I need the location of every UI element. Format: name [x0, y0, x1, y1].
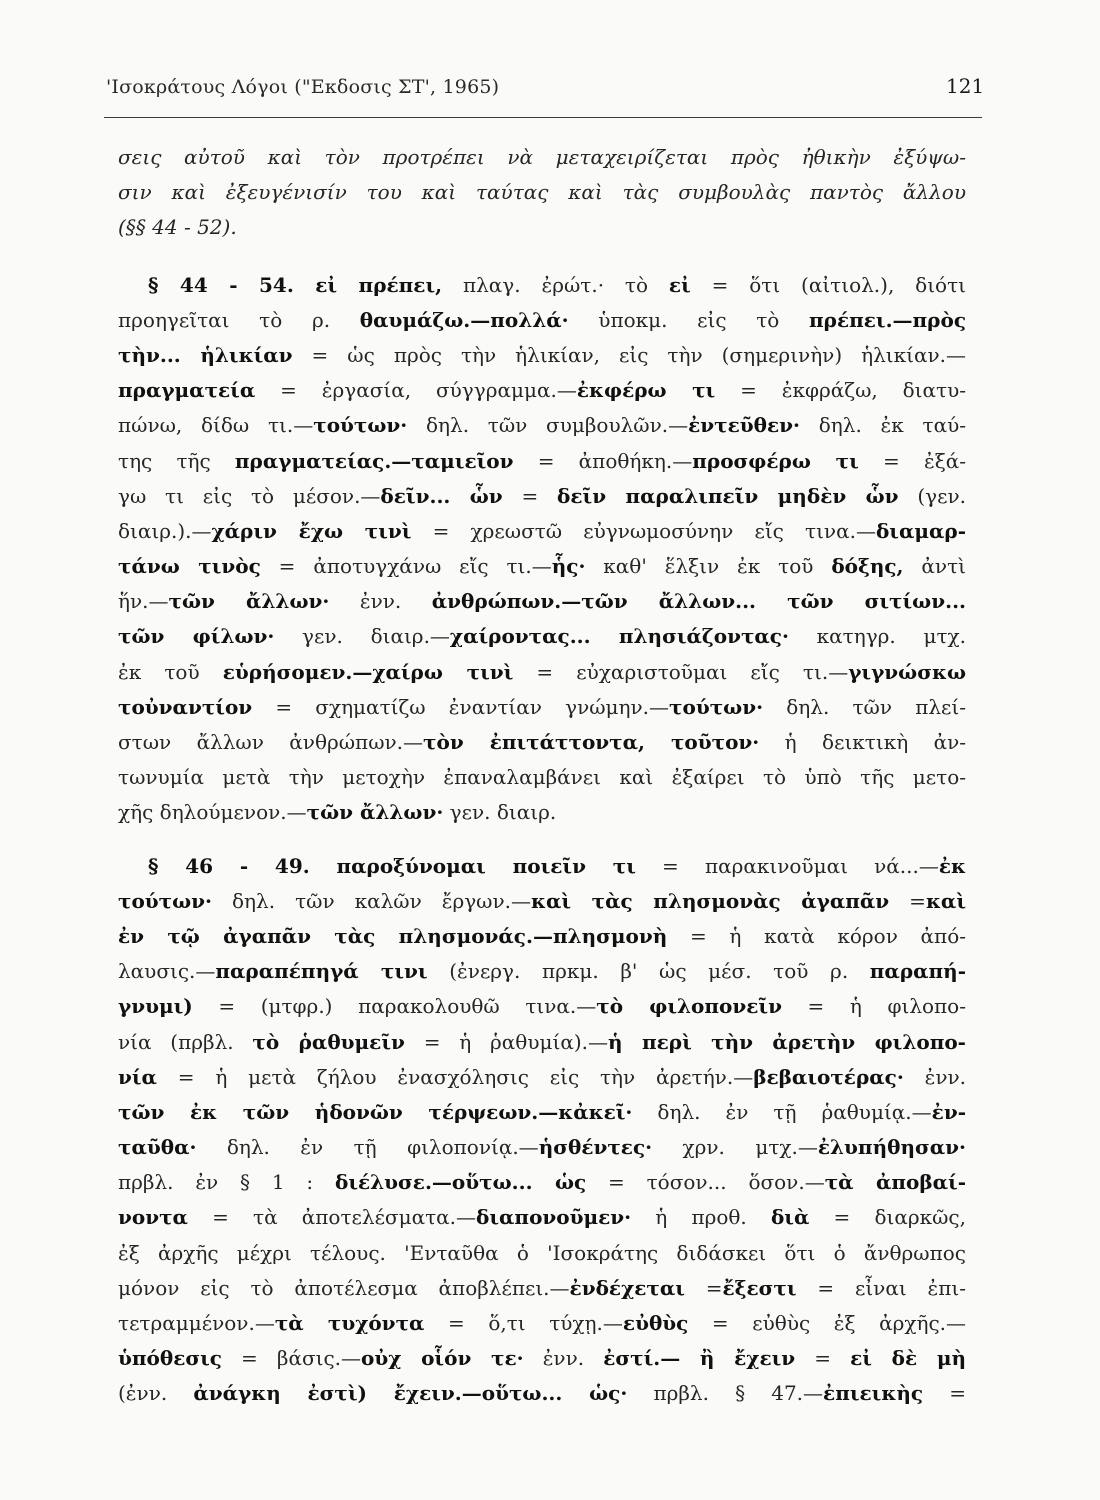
bold-lemma: τὰ ἀποβαί-: [824, 1170, 966, 1195]
gloss-text: (§§ 44 - 52).: [118, 215, 237, 240]
text-line: [118, 1165, 966, 1200]
gloss-text: =: [923, 1381, 966, 1406]
paragraph-section-44-54: [118, 268, 966, 831]
gloss-text: γεν. διαιρ.—: [274, 624, 450, 649]
bold-lemma: οὐχ οἷόν τε·: [361, 1346, 524, 1371]
gloss-text: = εἶναι ἐπι-: [796, 1275, 966, 1300]
gloss-text: = χρεωστῶ εὐγνωμοσύνην εἴς τινα.—: [411, 518, 876, 543]
text-line: [118, 1271, 966, 1306]
gloss-text: = ἐξά-: [858, 448, 966, 473]
text-line: [118, 1025, 966, 1060]
gloss-text: = ὡς πρὸς τὴν ἡλικίαν, εἰς τὴν (σημερινὴν) ἡλικίαν.—: [292, 342, 966, 367]
gloss-text: =: [795, 1346, 851, 1371]
text-line: [118, 479, 966, 514]
bold-lemma: τούτων·: [669, 694, 764, 719]
bold-lemma: νία: [118, 1064, 157, 1089]
bold-lemma: ἧς·: [551, 554, 586, 579]
gloss-text: λαυσις.—: [118, 959, 216, 984]
bold-lemma: διαπονοῦμεν·: [476, 1205, 632, 1230]
bold-lemma: χάριν ἔχω τινὶ: [211, 518, 412, 543]
gloss-text: τωνυμία μετὰ τὴν μετοχὴν ἐπαναλαμβάνει καὶ ἐξαίρει τὸ ὑπὸ τῆς μετο-: [118, 765, 966, 790]
bold-lemma: ἐστί.— ἢ ἔχειν: [603, 1346, 796, 1371]
gloss-text: καθ' ἕλξιν ἐκ τοῦ: [585, 554, 832, 579]
bold-lemma: καὶ: [925, 888, 966, 913]
bold-lemma: τούτων·: [313, 413, 408, 438]
bold-lemma: ἐπιεικὴς: [823, 1381, 924, 1406]
gloss-text: ἀντὶ: [903, 554, 966, 579]
gloss-text: σεις αὐτοῦ καὶ τὸν προτρέπει νὰ μεταχειρίζεται πρὸς ἠθικὴν ἐξύψω-: [118, 145, 966, 169]
bold-lemma: διαμαρ-: [875, 518, 966, 543]
bold-lemma: ταῦθα·: [118, 1135, 197, 1160]
text-line: [118, 210, 966, 245]
text-line: [118, 338, 966, 373]
gloss-text: δηλ. τῶν συμβουλῶν.—: [407, 413, 689, 438]
bold-lemma: τὸν ἐπιτάττοντα, τοῦτον·: [423, 730, 760, 754]
text-line: [118, 175, 966, 210]
gloss-text: = διαρκῶς,: [809, 1205, 966, 1230]
gloss-text: (ἐνεργ. πρκμ. β' ὡς μέσ. τοῦ ρ.: [427, 959, 870, 984]
gloss-text: = τόσον... ὅσον.—: [586, 1170, 825, 1195]
bold-lemma: νοντα: [118, 1205, 188, 1230]
bold-lemma: ἐκφέρω τι: [576, 378, 716, 403]
gloss-text: (ἐνν.: [118, 1381, 194, 1406]
bold-lemma: εἰ: [668, 272, 691, 297]
gloss-text: δηλ. ἐκ ταύ-: [800, 413, 966, 438]
text-line: [118, 795, 966, 830]
gloss-text: = ἡ μετὰ ζήλου ἐνασχόλησις εἰς τὴν ἀρετήν.—: [156, 1064, 754, 1089]
text-line: [118, 884, 966, 919]
bold-lemma: γιγνώσκω: [848, 659, 966, 684]
bold-lemma: τάνω τινὸς: [118, 554, 261, 579]
gloss-text: =: [889, 888, 926, 913]
gloss-text: γω τι εἰς τὸ μέσον.—: [118, 483, 381, 508]
page-body: [118, 140, 966, 1412]
text-line: [118, 655, 966, 690]
gloss-text: = σχηματίζω ἐναντίαν γνώμην.—: [252, 694, 670, 719]
text-line: [118, 268, 966, 303]
gloss-text: ἐνν.: [329, 589, 432, 614]
gloss-text: στων ἄλλων ἀνθρώπων.—: [118, 730, 424, 754]
bold-lemma: προσφέρω τι: [692, 448, 859, 473]
gloss-text: = ἡ ῥαθυμία).—: [404, 1029, 609, 1054]
gloss-text: τετραμμένον.—: [118, 1311, 275, 1335]
gloss-text: πρβλ. ἐν § 1 :: [118, 1170, 335, 1195]
gloss-text: =: [502, 483, 558, 508]
header-rule: [104, 117, 982, 118]
gloss-text: = ἀποτυγχάνω εἴς τι.—: [260, 554, 552, 579]
bold-lemma: ἀνάγκη ἐστὶ) ἔχειν.—οὕτω... ὡς·: [193, 1381, 628, 1406]
text-line: [118, 584, 966, 619]
bold-lemma: ἐλυπήθησαν·: [817, 1135, 966, 1160]
bold-lemma: γνυμι): [118, 994, 193, 1019]
text-line: [118, 549, 966, 584]
bold-lemma: τῶν φίλων·: [118, 624, 275, 649]
text-line: [118, 1130, 966, 1165]
gloss-text: = ἐκφράζω, διατυ-: [715, 378, 966, 403]
gloss-text: ἡ προθ.: [631, 1205, 771, 1230]
gloss-text: = ἡ κατὰ κόρον ἀπό-: [667, 923, 966, 948]
bold-lemma: ἀνθρώπων.—τῶν ἄλλων... τῶν σιτίων...: [431, 589, 966, 614]
gloss-text: = ὅτι (αἰτιολ.), διότι: [690, 272, 966, 297]
text-line: [118, 989, 966, 1024]
gloss-text: δηλ. ἐν τῇ φιλοπονίᾳ.—: [196, 1135, 539, 1160]
gloss-text: ἡ δεικτικὴ ἀν-: [759, 730, 966, 754]
bold-lemma: τὸ φιλοπονεῖν: [596, 994, 782, 1019]
gloss-text: ἐνν.: [523, 1346, 604, 1371]
bold-lemma: ἡσθέντες·: [538, 1135, 653, 1160]
bold-lemma: τὸ ῥαθυμεῖν: [252, 1029, 405, 1054]
gloss-text: πώνω, δίδω τι.—: [118, 413, 314, 438]
bold-lemma: διέλυσε.—οὕτω... ὡς: [334, 1170, 587, 1195]
gloss-text: = εὐχαριστοῦμαι εἴς τι.—: [513, 659, 849, 684]
bold-lemma: ἐνδέχεται: [569, 1275, 685, 1300]
text-line: [118, 140, 966, 175]
gloss-text: ἥν.—: [118, 589, 169, 614]
gloss-text: = ἡ φιλοπο-: [781, 994, 966, 1019]
gloss-text: = ὅ,τι τύχῃ.—: [424, 1311, 623, 1335]
text-line: [118, 408, 966, 443]
text-line: [118, 373, 966, 408]
text-line: [118, 690, 966, 725]
text-line: [118, 1376, 966, 1411]
paragraph-continuation: [118, 140, 966, 246]
bold-lemma: τὰ τυχόντα: [274, 1311, 425, 1335]
bold-lemma: δεῖν παραλιπεῖν μηδὲν ὧν: [557, 483, 899, 508]
bold-lemma: ἔξεστι: [722, 1275, 797, 1300]
bold-lemma: ἐντεῦθεν·: [688, 413, 801, 438]
gloss-text: χῆς δηλούμενον.—: [118, 800, 307, 825]
bold-lemma: ὑπόθεσις: [118, 1346, 222, 1371]
running-header: [106, 74, 984, 106]
text-line: [118, 1060, 966, 1095]
text-line: [118, 1236, 966, 1271]
gloss-text: =: [684, 1275, 723, 1300]
bold-lemma: εὐθὺς: [622, 1311, 689, 1335]
running-title: 'Ισοκράτους Λόγοι ("Εκδοσις ΣΤ', 1965): [106, 76, 500, 98]
gloss-text: (γεν.: [898, 483, 966, 508]
gloss-text: = ἀποθήκη.—: [513, 448, 693, 473]
bold-lemma: θαυμάζω.—πολλά·: [359, 307, 569, 332]
bold-lemma: πρέπει.—πρὸς: [809, 307, 966, 332]
bold-lemma: καὶ τὰς πλησμονὰς ἀγαπᾶν: [531, 888, 890, 913]
text-line: [118, 444, 966, 479]
gloss-text: σιν καὶ ἐξευγένισίν του καὶ ταύτας καὶ τὰς συμβουλὰς παντὸς ἄλλου: [118, 180, 966, 205]
gloss-text: προηγεῖται τὸ ρ.: [118, 307, 360, 332]
gloss-text: δηλ. τῶν πλεί-: [763, 694, 966, 719]
gloss-text: ἐνν.: [903, 1064, 966, 1089]
gloss-text: = (μτφρ.) παρακολουθῶ τινα.—: [192, 994, 597, 1019]
bold-lemma: πραγματείας.—ταμιεῖον: [234, 448, 514, 473]
text-line: [118, 1306, 966, 1341]
gloss-text: πρβλ. § 47.—: [627, 1381, 824, 1406]
bold-lemma: τοὐναντίον: [118, 694, 253, 719]
bold-lemma: παραπέπηγά τινι: [215, 959, 428, 984]
gloss-text: της τῆς: [118, 448, 235, 473]
bold-lemma: χαίροντας... πλησιάζοντας·: [449, 624, 789, 649]
bold-lemma: τῶν ἄλλων·: [306, 800, 444, 825]
page-number: 121: [946, 74, 985, 98]
gloss-text: γεν. διαιρ.: [443, 800, 557, 825]
text-line: [118, 849, 966, 884]
gloss-text: μόνον εἰς τὸ ἀποτέλεσμα ἀποβλέπει.—: [118, 1275, 570, 1300]
text-line: [118, 725, 966, 760]
text-line: [118, 1095, 966, 1130]
gloss-text: = ἐργασία, σύγγραμμα.—: [255, 378, 577, 403]
bold-lemma: δόξης,: [831, 554, 904, 579]
gloss-text: ὑποκμ. εἰς τὸ: [568, 307, 809, 332]
bold-lemma: εὑρήσομεν.—χαίρω τινὶ: [222, 659, 514, 684]
gloss-text: ἐξ ἀρχῆς μέχρι τέλους. 'Ενταῦθα ὁ 'Ισοκράτης διδάσκει ὅτι ὁ ἄνθρωπος: [118, 1240, 966, 1265]
gloss-text: νία (πρβλ.: [118, 1029, 253, 1054]
bold-lemma: πραγματεία: [118, 378, 256, 403]
text-line: [118, 954, 966, 989]
gloss-text: = εὐθὺς ἐξ ἀρχῆς.—: [688, 1311, 966, 1335]
bold-lemma: § 44 - 54. εἰ πρέπει,: [148, 272, 443, 297]
gloss-text: ἐκ τοῦ: [118, 659, 223, 684]
gloss-text: κατηγρ. μτχ.: [788, 624, 966, 649]
bold-lemma: δεῖν... ὧν: [380, 483, 503, 508]
bold-lemma: βεβαιοτέρας·: [753, 1064, 904, 1089]
bold-lemma: εἰ δὲ μὴ: [850, 1346, 966, 1371]
gloss-text: = τὰ ἀποτελέσματα.—: [187, 1205, 477, 1230]
gloss-text: δηλ. ἐν τῇ ῥαθυμίᾳ.—: [632, 1099, 932, 1124]
bold-lemma: τὴν... ἡλικίαν: [118, 342, 293, 367]
gloss-text: πλαγ. ἐρώτ.· τὸ: [442, 272, 669, 297]
paragraph-section-46-49: [118, 849, 966, 1412]
bold-lemma: τῶν ἐκ τῶν ἡδονῶν τέρψεων.—κἀκεῖ·: [118, 1099, 633, 1124]
bold-lemma: τῶν ἄλλων·: [168, 589, 330, 614]
text-line: [118, 1341, 966, 1376]
bold-lemma: παραπή-: [869, 959, 966, 984]
gloss-text: = παρακινοῦμαι νά...—: [635, 853, 939, 878]
gloss-text: διαιρ.).—: [118, 518, 212, 543]
text-line: [118, 919, 966, 954]
bold-lemma: ἐν-: [931, 1099, 966, 1124]
bold-lemma: ἡ περὶ τὴν ἀρετὴν φιλοπο-: [608, 1029, 966, 1054]
bold-lemma: τούτων·: [118, 888, 213, 913]
bold-lemma: ἐν τῷ ἀγαπᾶν τὰς πλησμονάς.—πλησμονὴ: [118, 923, 668, 948]
gloss-text: δηλ. τῶν καλῶν ἔργων.—: [212, 888, 532, 913]
text-line: [118, 303, 966, 338]
bold-lemma: ἐκ: [938, 853, 966, 878]
text-line: [118, 619, 966, 654]
gloss-text: = βάσις.—: [221, 1346, 362, 1371]
text-line: [118, 514, 966, 549]
bold-lemma: διὰ: [770, 1205, 810, 1230]
text-line: [118, 760, 966, 795]
gloss-text: χρν. μτχ.—: [652, 1135, 818, 1160]
bold-lemma: § 46 - 49. παροξύνομαι ποιεῖν τι: [148, 853, 636, 878]
text-line: [118, 1200, 966, 1235]
